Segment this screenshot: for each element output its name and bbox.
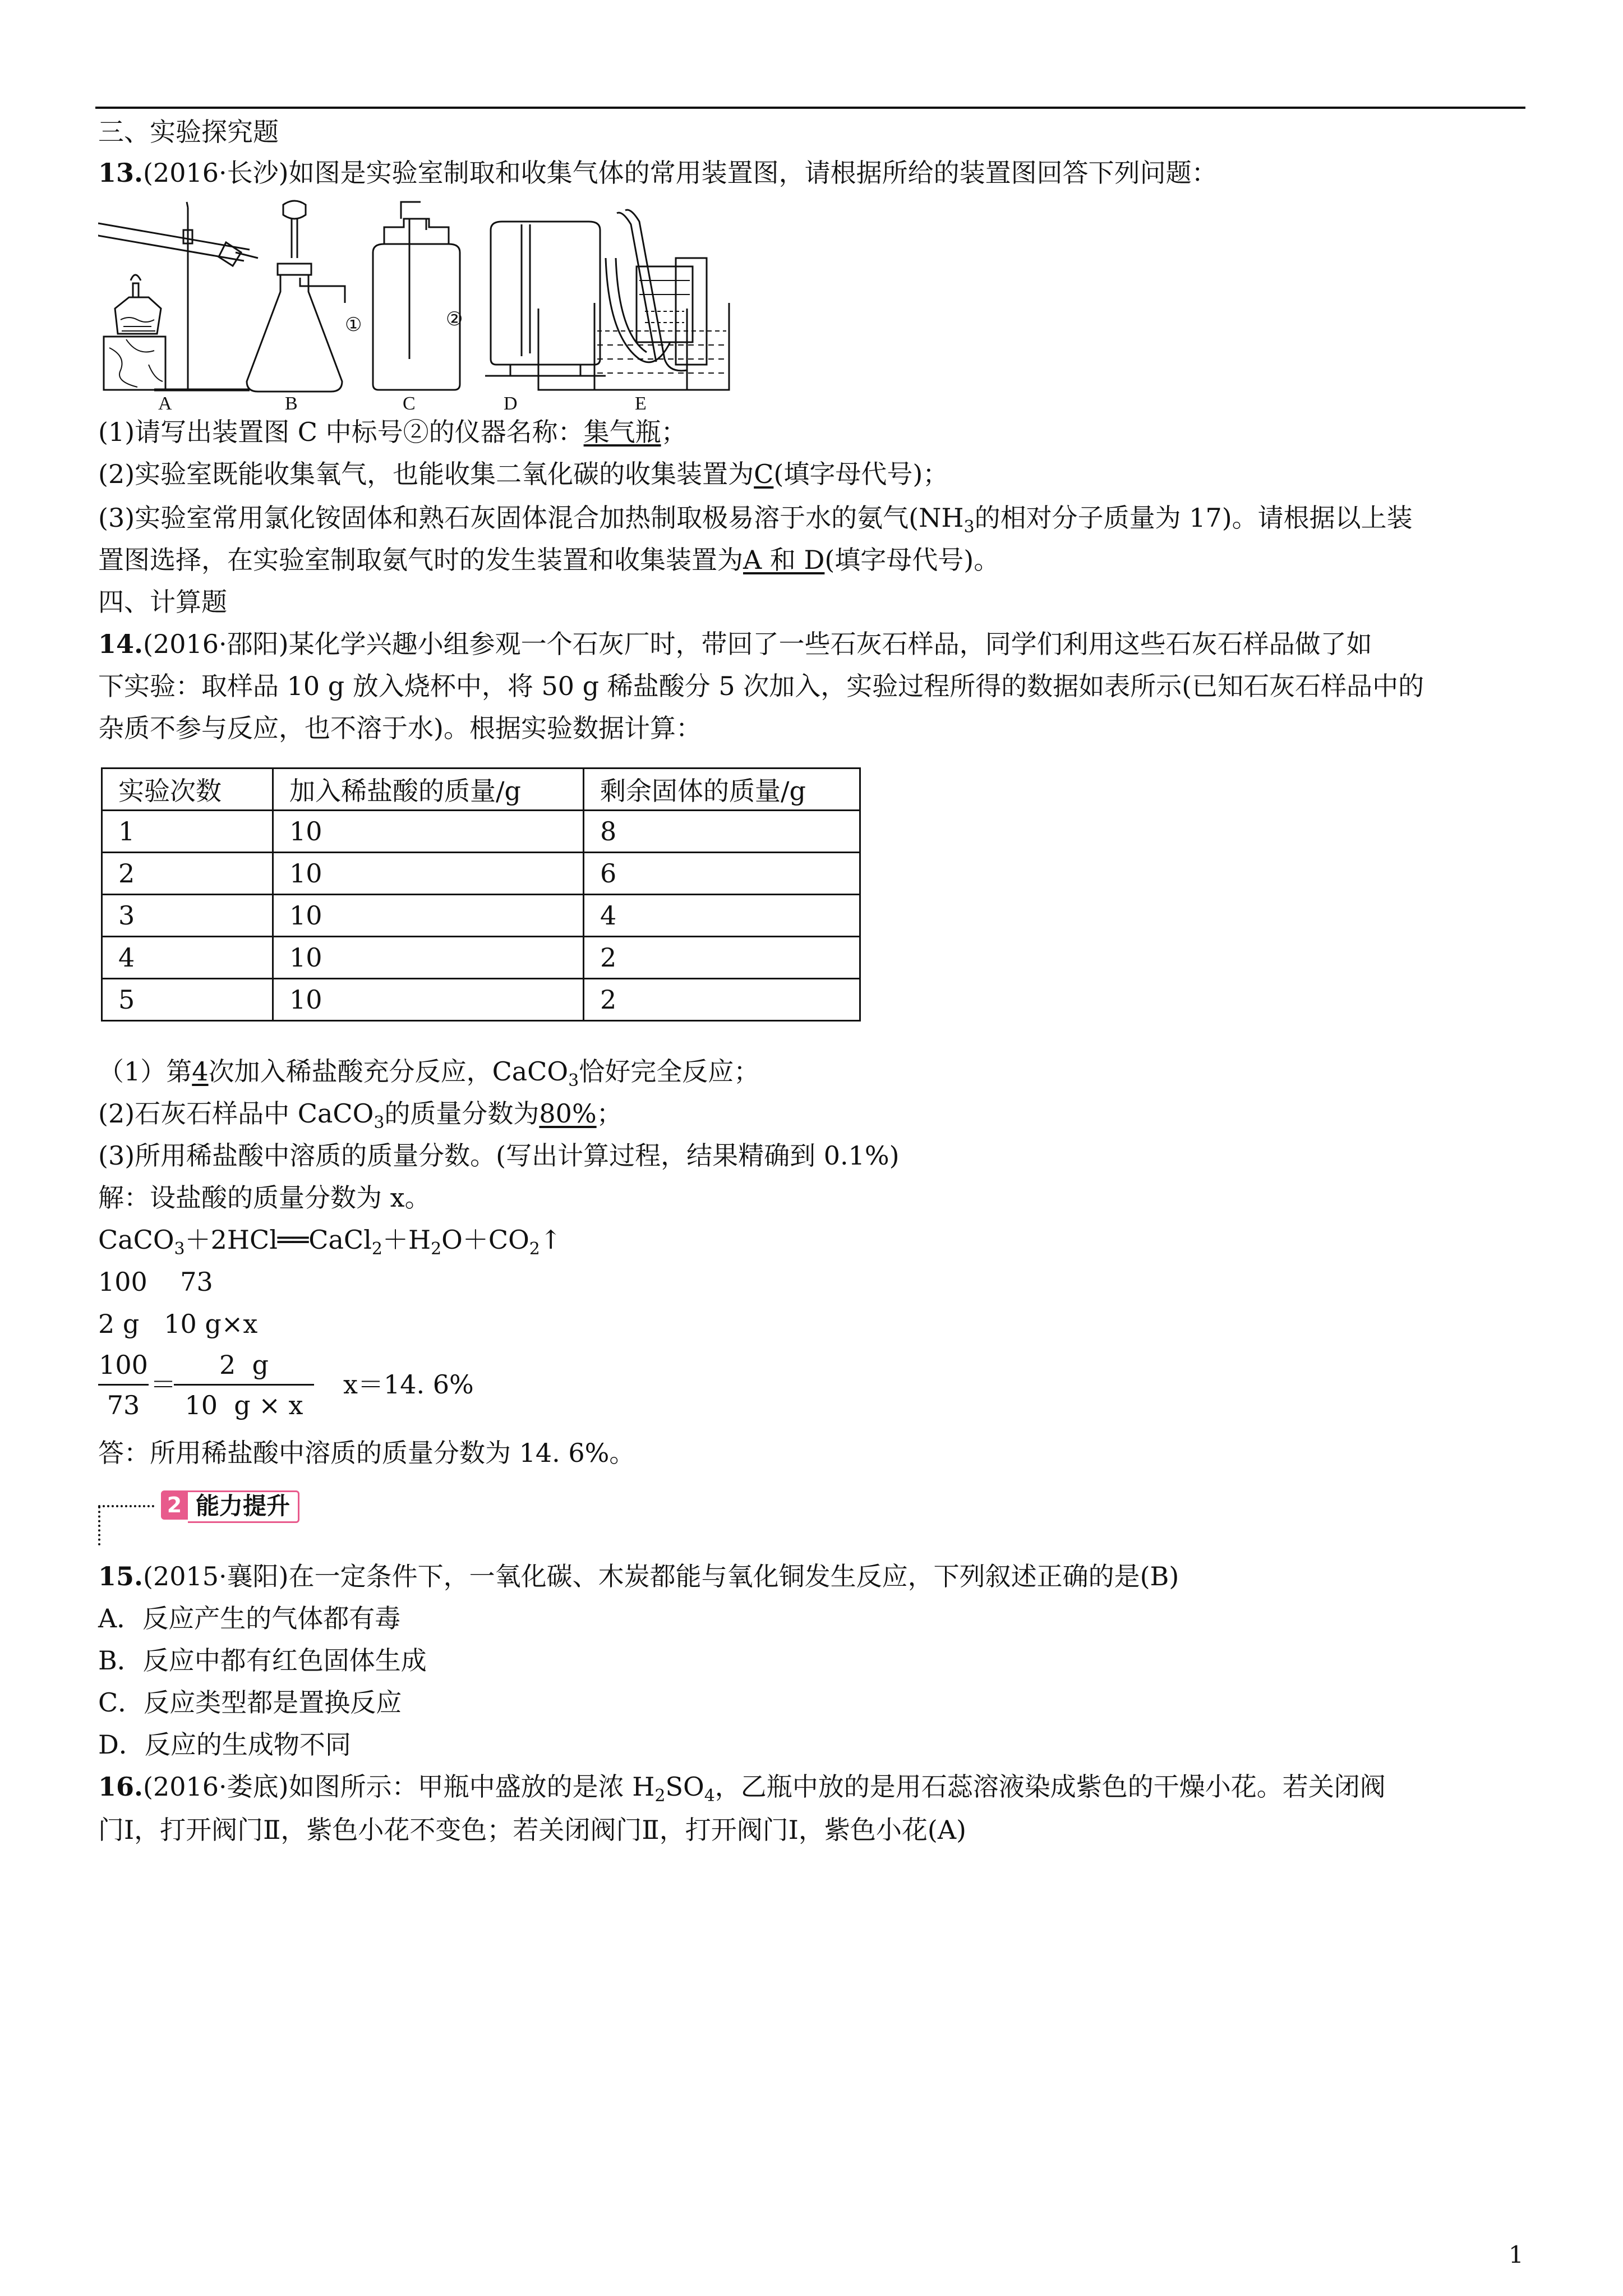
table-cell: 10: [273, 979, 584, 1021]
q13-part3-line2: [98, 543, 999, 577]
table-cell: 1: [102, 811, 273, 853]
gas-arrow: ↑: [540, 1225, 562, 1255]
table-cell: 4: [584, 895, 860, 937]
label-e: E: [635, 393, 647, 414]
chemical-equation: [98, 1223, 561, 1266]
q14-stem-line1: [98, 627, 1372, 661]
q14-p2-end: ；: [596, 1098, 623, 1129]
option-b: B．反应中都有红色固体生成: [98, 1645, 427, 1676]
q13-part1: [98, 415, 687, 449]
section-heading-calculation: 四、计算题: [98, 587, 227, 617]
apparatus-a: [98, 202, 258, 390]
badge-dotted-vertical: [98, 1506, 100, 1545]
table-cell: 10: [273, 811, 584, 853]
table-cell: 10: [273, 895, 584, 937]
fraction-denominator: 73: [107, 1390, 140, 1420]
label-b: B: [285, 393, 298, 414]
option-a: A．反应产生的气体都有毒: [98, 1603, 401, 1634]
label-c: C: [403, 393, 416, 414]
q13-p2-end: (填字母代号)；: [773, 459, 949, 489]
page-number: 1: [1509, 2241, 1524, 2269]
apparatus-b: [247, 201, 345, 392]
q16-stem-line2: 门Ⅰ，打开阀门Ⅱ，紫色小花不变色；若关闭阀门Ⅱ，打开阀门Ⅰ，紫色小花(A): [98, 1815, 966, 1845]
q14-part2: [98, 1097, 623, 1140]
option-c: C．反应类型都是置换反应: [98, 1687, 402, 1718]
eq-part: ＋H: [382, 1225, 431, 1255]
q15-number: 15.: [98, 1561, 144, 1591]
table-cell: 3: [102, 895, 273, 937]
q16-number: 16.: [98, 1772, 144, 1802]
table-cell: 2: [102, 853, 273, 895]
eq-sub: 2: [371, 1239, 382, 1259]
table-cell: 2: [584, 937, 860, 979]
apparatus-e-trough: [583, 258, 740, 404]
q14-part1: [98, 1055, 759, 1098]
q14-p2-sub: 3: [374, 1113, 385, 1133]
eq-part: CaCO: [98, 1225, 174, 1255]
badge-title: 能力提升: [188, 1490, 299, 1523]
table-cell: 5: [102, 979, 273, 1021]
fraction-denominator: 10 g × x: [185, 1390, 303, 1420]
q14-p2-mid: 的质量分数为: [384, 1098, 540, 1129]
label-a: A: [158, 393, 172, 414]
table-row: [102, 853, 860, 895]
table-cell: 10: [273, 937, 584, 979]
table-header-cell: 剩余固体的质量/g: [584, 769, 860, 811]
q14-p2-text: (2)石灰石样品中 CaCO: [98, 1098, 374, 1129]
q15-stem-text: (2015·襄阳)在一定条件下，一氧化碳、木炭都能与氧化铜发生反应，下列叙述正确的是(B): [143, 1561, 1179, 1591]
q13-p3-text: (3)实验室常用氯化铵固体和熟石灰固体混合加热制取极易溶于水的氨气(NH: [98, 503, 964, 533]
fraction-numerator: 100: [99, 1350, 148, 1380]
table-row: [102, 937, 860, 979]
q16-text: (2016·娄底)如图所示：甲瓶中盛放的是浓 H: [143, 1772, 655, 1802]
q14-part3: (3)所用稀盐酸中溶质的质量分数。(写出计算过程，结果精确到 0.1%): [98, 1140, 900, 1171]
table-row: [102, 811, 860, 853]
marker-1: ①: [345, 314, 362, 336]
eq-sub: 2: [529, 1239, 540, 1259]
table-cell: 2: [584, 979, 860, 1021]
q14-p2-answer: 80%: [539, 1098, 597, 1129]
q13-p1-end: ；: [661, 417, 687, 447]
molar-mass-row: 100 73: [98, 1267, 213, 1297]
fraction-bar: [174, 1384, 314, 1386]
eq-sub: 3: [174, 1239, 185, 1259]
q13-stem: [98, 156, 1218, 190]
top-rule: [95, 107, 1525, 109]
q14-p1-sub: 3: [568, 1071, 579, 1091]
result: x＝14. 6%: [343, 1369, 474, 1400]
table-header-cell: 实验次数: [102, 769, 273, 811]
q14-stem-line3: 杂质不参与反应，也不溶于水)。根据实验数据计算：: [98, 713, 702, 743]
q16-stem-line1: [98, 1770, 1386, 1813]
table-header-row: [102, 769, 860, 811]
q13-part2: [98, 457, 948, 491]
q14-stem-line2: 下实验：取样品 10 g 放入烧杯中，将 50 g 稀盐酸分 5 次加入，实验过程所得的数据如表所示(已知石灰石样品中的: [98, 671, 1424, 701]
marker-2: ②: [446, 308, 463, 330]
fraction-numerator: 2 g: [219, 1350, 269, 1380]
q13-p3-sub: 3: [963, 517, 975, 537]
experiment-table: [101, 767, 861, 1022]
q13-number: 13.: [98, 158, 144, 188]
fraction-bar: [98, 1384, 149, 1386]
q13-p1-answer: 集气瓶: [583, 417, 661, 447]
table-cell: 4: [102, 937, 273, 979]
q16-text: SO: [665, 1772, 704, 1802]
q14-p1-mid: 次加入稀盐酸充分反应，CaCO: [208, 1056, 569, 1087]
q14-p1-answer: 4: [192, 1056, 209, 1087]
eq-part: O＋CO: [441, 1225, 529, 1255]
q13-p3-text-2: 的相对分子质量为 17)。请根据以上装: [974, 503, 1413, 533]
solution-intro: 解：设盐酸的质量分数为 x。: [98, 1182, 431, 1213]
q16-sub: 4: [704, 1786, 715, 1806]
given-mass-row: 2 g 10 g×x: [98, 1309, 258, 1339]
table-cell: 10: [273, 853, 584, 895]
q13-p3-end: (填字母代号)。: [824, 545, 1000, 575]
equals-sign: ＝: [150, 1369, 176, 1400]
q13-p3-text-3: 置图选择，在实验室制取氨气时的发生装置和收集装置为: [98, 545, 743, 575]
table-row: [102, 895, 860, 937]
q14-l1: (2016·邵阳)某化学兴趣小组参观一个石灰厂时，带回了一些石灰石样品，同学们利用这些石灰石样品做了如: [143, 629, 1372, 659]
table-cell: 6: [584, 853, 860, 895]
q14-p1-end: 恰好完全反应；: [579, 1056, 760, 1087]
q16-text: ，乙瓶中放的是用石蕊溶液染成紫色的干燥小花。若关闭阀: [714, 1772, 1386, 1802]
label-d: D: [504, 393, 518, 414]
apparatus-c: [373, 202, 460, 390]
badge-dotted-line: [98, 1505, 154, 1507]
table-cell: 8: [584, 811, 860, 853]
q15-stem: [98, 1559, 1179, 1593]
q13-p2-answer: C: [754, 459, 774, 489]
q13-p3-answer: A 和 D: [743, 545, 825, 575]
q13-part3-line1: [98, 501, 1413, 544]
q14-p1-text: （1）第: [98, 1056, 192, 1087]
section-heading-experiment: 三、实验探究题: [98, 117, 279, 147]
eq-sub: 2: [431, 1239, 442, 1259]
q13-stem-text: (2016·长沙)如图是实验室制取和收集气体的常用装置图，请根据所给的装置图回答下列问题：: [143, 158, 1218, 188]
final-answer: 答：所用稀盐酸中溶质的质量分数为 14. 6%。: [98, 1438, 635, 1468]
q13-p2-text: (2)实验室既能收集氧气，也能收集二氧化碳的收集装置为: [98, 459, 754, 489]
q13-p1-text: (1)请写出装置图 C 中标号②的仪器名称：: [98, 417, 584, 447]
table-header-cell: 加入稀盐酸的质量/g: [273, 769, 584, 811]
badge-number: 2: [161, 1490, 188, 1520]
q14-number: 14.: [98, 629, 144, 659]
table-row: [102, 979, 860, 1021]
option-d: D．反应的生成物不同: [98, 1729, 351, 1760]
q16-sub: 2: [654, 1786, 666, 1806]
eq-part: ＋2HCl══CaCl: [185, 1225, 372, 1255]
